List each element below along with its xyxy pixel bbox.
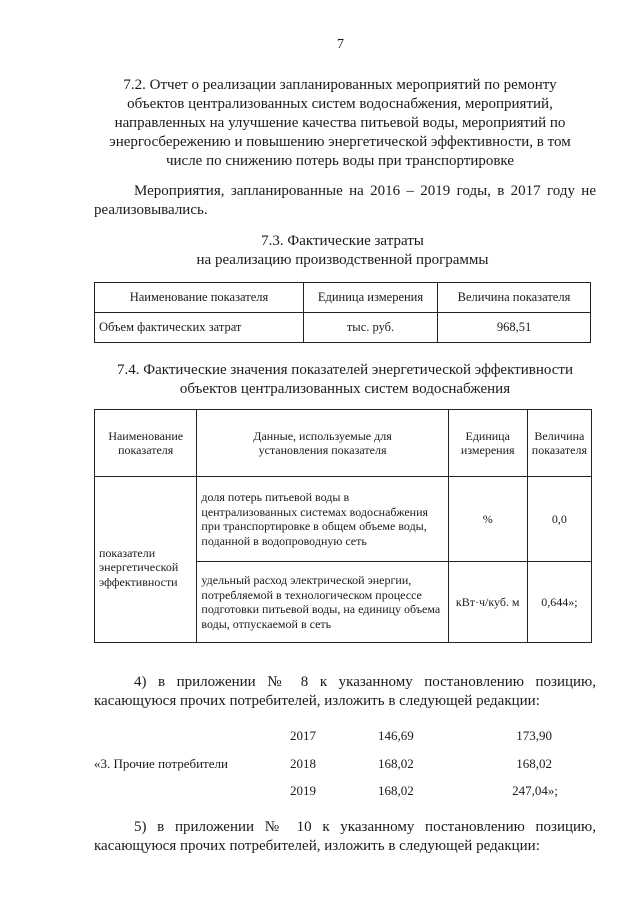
table-cell: 0,0 <box>527 477 591 562</box>
group-label-cell: показатели энергетической эффективности <box>95 477 197 643</box>
table-cell: кВт·ч/куб. м <box>448 562 527 643</box>
title-line: 7.3. Фактические затраты <box>261 233 424 249</box>
price-value-2: 173,90 <box>516 728 552 743</box>
title-line: энергосбережению и повышению энергетической эффективности, в том <box>109 134 571 150</box>
table-header-cell: Наименование показателя <box>95 283 304 313</box>
title-line: объектов централизованных систем водоснабжения, мероприятий, <box>127 96 553 112</box>
price-year: 2018 <box>290 756 316 771</box>
section-7-2-paragraph-line2: реализовывались. <box>94 202 208 218</box>
price-value-2: 168,02 <box>516 756 552 771</box>
energy-efficiency-table <box>94 409 592 643</box>
title-line: направленных на улучшение качества питьевой воды, мероприятий по <box>114 115 566 131</box>
actual-costs-table <box>94 282 591 343</box>
section-7-2-title <box>80 76 600 171</box>
price-year: 2019 <box>290 783 316 798</box>
table-cell: % <box>448 477 527 562</box>
item-4-line2: касающуюся прочих потребителей, изложить в следующей редакции: <box>94 693 540 709</box>
section-7-4-title <box>80 361 610 399</box>
table-header-cell: Единица измерения <box>448 410 527 477</box>
table-cell: удельный расход электрической энергии, потребляемой в технологическом процессе подготовки питьевой воды, на единицу объема воды, отпускаемой в сеть <box>197 562 448 643</box>
price-value-1: 168,02 <box>378 756 414 771</box>
table-header-cell: Величина показателя <box>438 283 591 313</box>
table-header-cell: Единица измерения <box>304 283 438 313</box>
table-header-cell: Данные, используемые для установления показателя <box>197 410 448 477</box>
table-cell: 0,644»; <box>527 562 591 643</box>
table-row <box>95 313 591 343</box>
table-header-cell: Наименование показателя <box>95 410 197 477</box>
title-line: 7.4. Фактические значения показателей энергетической эффективности <box>117 362 573 378</box>
table-row <box>95 477 592 562</box>
section-7-3-title <box>94 232 591 270</box>
table-header-row <box>95 410 592 477</box>
price-value-1: 168,02 <box>378 783 414 798</box>
page-number: 7 <box>337 37 344 52</box>
title-line: на реализацию производственной программы <box>196 252 489 268</box>
item-4-line1: 4) в приложении № 8 к указанному постановлению позицию, <box>134 674 596 690</box>
table-cell: 968,51 <box>438 313 591 343</box>
section-7-2-paragraph-line1: Мероприятия, запланированные на 2016 – 2019 годы, в 2017 году не <box>134 183 596 199</box>
table-header-row <box>95 283 591 313</box>
table-cell: доля потерь питьевой воды в централизованных системах водоснабжения при транспортировке в общем объеме воды, поданной в водопроводную сеть <box>197 477 448 562</box>
price-value-2: 247,04»; <box>512 783 558 798</box>
title-line: 7.2. Отчет о реализации запланированных мероприятий по ремонту <box>123 77 557 93</box>
item-5-line1: 5) в приложении № 10 к указанному постановлению позицию, <box>134 819 596 835</box>
title-line: числе по снижению потерь воды при транспортировке <box>165 153 515 169</box>
price-label: «3. Прочие потребители <box>94 756 228 771</box>
price-value-1: 146,69 <box>378 728 414 743</box>
table-cell: Объем фактических затрат <box>95 313 304 343</box>
table-header-cell: Величина показателя <box>527 410 591 477</box>
price-year: 2017 <box>290 728 316 743</box>
item-5-line2: касающуюся прочих потребителей, изложить в следующей редакции: <box>94 838 540 854</box>
title-line: объектов централизованных систем водоснабжения <box>179 381 511 397</box>
table-cell: тыс. руб. <box>304 313 438 343</box>
